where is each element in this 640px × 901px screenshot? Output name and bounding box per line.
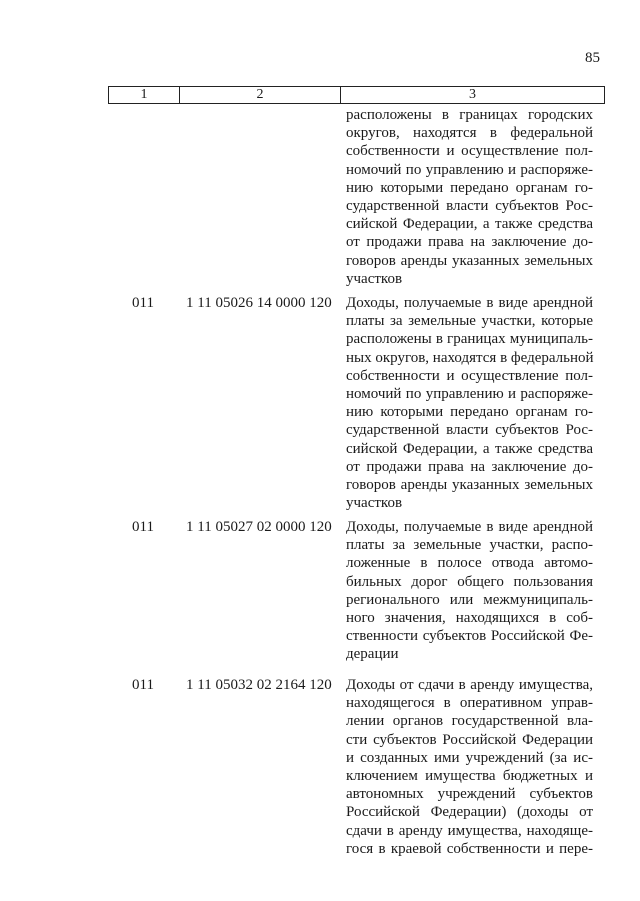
description-line: регионального или межмуниципаль- [346,591,593,608]
continuation-description [346,106,593,288]
description-line: от продажи права на заключение до- [346,234,593,251]
description-line: платы за земельные участки, распо- [346,537,593,554]
description-line: округов, находятся в федеральной [346,125,593,142]
description-line: нию которыми передано органам го- [346,179,593,196]
column-header-2: 2 [180,87,341,104]
description-line: бильных дорог общего пользования [346,573,593,590]
column-header-row [109,87,605,104]
description-line: собственности и осуществление пол- [346,143,593,160]
description-line: Доходы от сдачи в аренду имущества, [346,677,593,693]
admin-code: 011 [132,519,154,535]
description-line: ных округов, находятся в федеральной [346,349,594,366]
description-line: говоров аренды указанных земельных [346,477,593,494]
description-line: сти субъектов Российской Федерации [346,731,593,748]
description-line: ственности субъектов Российской Фе- [346,628,593,645]
description-line: номочий по управлению и распоряже- [346,386,593,403]
description-line: ключением имущества бюджетных и [346,768,593,785]
description-line: сийской Федерации, а также средства [346,440,593,457]
description-line: платы за земельные участки, которые [346,313,593,330]
description-line: номочий по управлению и распоряже- [346,161,593,178]
description-line: нию которыми передано органам го- [346,404,593,421]
description-line: ложенные в полосе отвода автомо- [346,555,593,572]
row-description [346,676,593,858]
budget-code: 1 11 05027 02 0000 120 [186,519,332,535]
description-line: участков [346,270,403,287]
description-line: сударственной власти субъектов Рос- [346,422,593,439]
admin-code: 011 [132,295,154,311]
admin-code: 011 [132,677,154,693]
description-line: Доходы, получаемые в виде арендной [346,519,593,535]
description-line: и созданных ими учреждений (за ис- [346,749,593,766]
column-header-3: 3 [341,87,605,104]
description-line: лении органов государственной вла- [346,713,593,730]
description-line: Российской Федерации) (доходы от [346,804,593,821]
page-number: 85 [585,50,600,66]
description-line: ного значения, находящихся в соб- [346,610,593,627]
column-header-table [108,86,605,104]
description-line: дерации [346,646,399,663]
description-line: Доходы, получаемые в виде арендной [346,295,593,311]
description-line: сударственной власти субъектов Рос- [346,198,593,215]
budget-code: 1 11 05032 02 2164 120 [186,677,332,693]
budget-code: 1 11 05026 14 0000 120 [186,295,332,311]
row-description [346,294,593,512]
description-line: собственности и осуществление пол- [346,367,593,384]
description-line: от продажи права на заключение до- [346,458,593,475]
description-line: автономных учреждений субъектов [346,786,593,803]
description-line: расположены в границах муниципаль- [346,331,593,348]
description-line: гося в краевой собственности и пере- [346,840,593,857]
description-line: находящегося в оперативном управ- [346,695,593,712]
row-description [346,518,593,664]
description-line: сийской Федерации, а также средства [346,216,593,233]
column-header-1: 1 [109,87,180,104]
description-line: расположены в границах городских [346,107,593,123]
description-line: говоров аренды указанных земельных [346,252,593,269]
description-line: участков [346,495,403,512]
description-line: сдачи в аренду имущества, находяще- [346,822,593,839]
